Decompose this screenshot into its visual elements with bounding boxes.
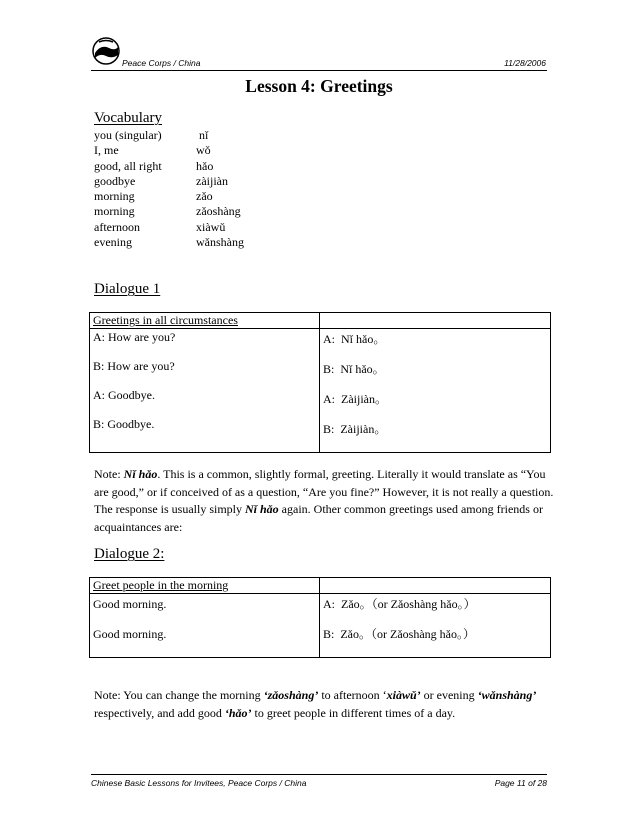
vocab-pinyin: zàijiàn — [196, 173, 228, 188]
dialogue1-heading: Dialogue 1 — [94, 281, 161, 297]
note2-term: xiàwǔ’ — [386, 688, 421, 702]
dialogue-line: B: Zǎo。（or Zǎoshàng hǎo。） — [323, 627, 475, 641]
note2-text: to greet people in different times of a day. — [251, 705, 456, 720]
note2-term: ‘hǎo’ — [224, 705, 252, 720]
dialogue1-empty-cell — [320, 313, 551, 329]
vocab-pinyin: xiàwǔ — [196, 219, 226, 234]
dialogue-line: A: Zǎo。（or Zǎoshàng hǎo。） — [323, 597, 476, 611]
vocab-row — [94, 143, 244, 158]
footer-title: Chinese Basic Lessons for Invitees, Peace Corps / China — [91, 778, 307, 788]
vocab-english: evening — [94, 235, 132, 250]
vocab-pinyin: hǎo — [196, 158, 214, 173]
page-number: Page 11 of 28 — [494, 778, 547, 788]
dialogue-line: B: How are you? — [93, 359, 175, 373]
note1-text: again. Other common greetings used among friends or acquaintances are: — [94, 502, 543, 534]
header-organization: Peace Corps / China — [122, 58, 201, 68]
dialogue2-english-cell — [90, 594, 320, 658]
note1-term: Nǐ hǎo — [244, 502, 279, 517]
note1-prefix: Note: — [94, 467, 124, 481]
vocab-english: good, all right — [94, 158, 162, 173]
vocab-row — [94, 220, 244, 235]
note2-term: ‘zǎoshàng’ — [263, 688, 319, 702]
dialogue-line: B: Nǐ hǎo。 — [323, 362, 385, 376]
dialogue1-chinese-cell — [320, 329, 551, 453]
dialogue1-english-cell — [90, 329, 320, 453]
vocab-english: morning — [94, 189, 135, 204]
vocab-row — [94, 128, 244, 143]
vocab-english: goodbye — [94, 173, 136, 188]
note2-text: to afternoon ‘ — [318, 688, 387, 702]
vocab-english: morning — [94, 204, 135, 219]
dialogue1-table — [89, 312, 551, 453]
vocab-row — [94, 189, 244, 204]
dialogue-line: A: Zàijiàn。 — [323, 392, 387, 406]
peace-corps-logo — [91, 36, 121, 66]
dialogue1-caption: Greetings in all circumstances — [93, 313, 238, 327]
note2-term: ‘wǎnshàng’ — [477, 688, 537, 702]
vocab-english: you (singular) — [94, 128, 162, 142]
vocabulary-list — [94, 128, 244, 250]
dialogue1-caption-cell — [90, 313, 320, 329]
dialogue-line: Good morning. — [93, 597, 167, 611]
vocab-pinyin: wǒ — [196, 143, 211, 158]
dialogue2-caption-cell — [90, 578, 320, 594]
dialogue-line: Good morning. — [93, 627, 167, 641]
vocab-pinyin: nǐ — [196, 128, 209, 142]
dialogue2-table — [89, 577, 551, 658]
vocab-row — [94, 235, 244, 250]
note2-paragraph — [94, 687, 554, 722]
header-date: 11/28/2006 — [504, 58, 546, 68]
vocabulary-heading: Vocabulary — [94, 110, 163, 126]
vocab-english: I, me — [94, 143, 119, 158]
note2-text: respectively, and add good — [94, 705, 225, 720]
dialogue-line: B: Goodbye. — [93, 417, 155, 431]
lesson-title: Lesson 4: Greetings — [245, 76, 393, 96]
footer-divider — [91, 774, 547, 775]
vocab-row — [94, 174, 244, 189]
dialogue-line: B: Zàijiàn。 — [323, 422, 387, 436]
vocab-pinyin: wǎnshàng — [196, 235, 244, 250]
dialogue-line: A: Goodbye. — [93, 388, 155, 402]
note2-text: Note: You can change the morning — [94, 688, 264, 702]
vocab-row — [94, 159, 244, 174]
note1-paragraph — [94, 466, 554, 536]
note2-text: or evening — [420, 688, 478, 702]
vocab-english: afternoon — [94, 219, 140, 234]
note1-term: Nǐ hǎo — [123, 467, 158, 481]
dialogue2-caption: Greet people in the morning — [93, 578, 229, 592]
vocab-row — [94, 204, 244, 219]
header-divider — [91, 70, 547, 71]
dialogue2-heading: Dialogue 2: — [94, 546, 165, 562]
dialogue-line: A: Nǐ hǎo。 — [323, 332, 386, 346]
dialogue-line: A: How are you? — [93, 330, 176, 344]
vocab-pinyin: zǎo — [196, 189, 213, 204]
note1-text: . This is a common, slightly formal, greeting. Literally it would translate as “You are good,” or if conceived of as a question, “Are you fine?” However, it is not really a question. The response is usually simply — [94, 467, 554, 517]
dialogue2-empty-cell — [320, 578, 551, 594]
dialogue2-chinese-cell — [320, 594, 551, 658]
vocab-pinyin: zǎoshàng — [196, 204, 241, 219]
